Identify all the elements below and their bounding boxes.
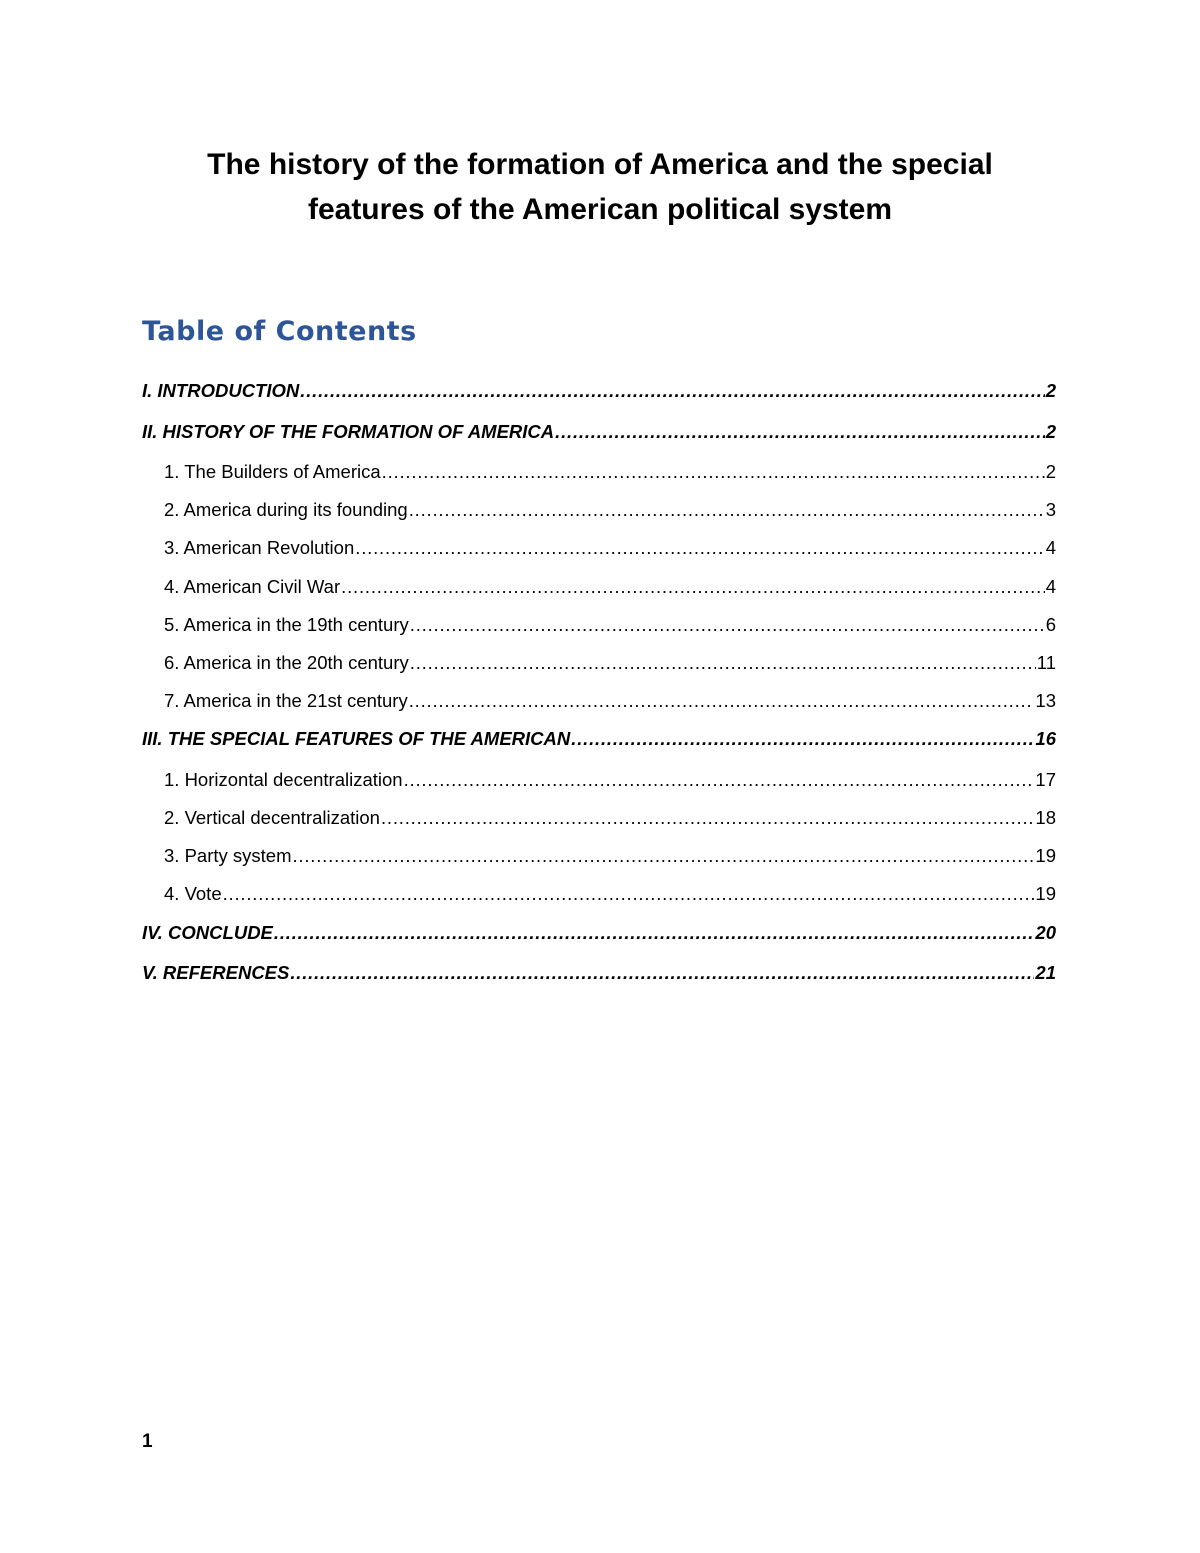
toc-leader-dots bbox=[571, 728, 1034, 750]
toc-entry-label: 4. American Civil War bbox=[164, 575, 341, 597]
toc-entry-page: 2 bbox=[1045, 380, 1056, 401]
page-number: 1 bbox=[142, 1431, 153, 1452]
toc-leader-dots bbox=[382, 461, 1045, 483]
toc-entry-page: 18 bbox=[1035, 807, 1056, 828]
toc-entry-page: 17 bbox=[1035, 768, 1056, 790]
toc-entry-label: 1. Horizontal decentralization bbox=[164, 768, 403, 790]
toc-entry-party-system[interactable] bbox=[142, 845, 1056, 883]
toc-entry-19th-century[interactable] bbox=[142, 614, 1056, 652]
toc-entry-label: 7. America in the 21st century bbox=[164, 690, 408, 712]
toc-entry-label: 6. America in the 20th century bbox=[164, 651, 409, 673]
toc-entry-conclude[interactable] bbox=[142, 922, 1056, 963]
toc-entry-page: 19 bbox=[1035, 883, 1056, 905]
toc-entry-vote[interactable] bbox=[142, 883, 1056, 921]
toc-entry-page: 16 bbox=[1035, 728, 1056, 750]
toc-entry-label: 3. American Revolution bbox=[164, 537, 355, 559]
toc-heading: Table of Contents bbox=[142, 316, 417, 347]
toc-leader-dots bbox=[292, 845, 1034, 867]
toc-entry-builders[interactable] bbox=[142, 461, 1056, 499]
toc-leader-dots bbox=[409, 499, 1045, 521]
toc-entry-page: 4 bbox=[1045, 575, 1056, 597]
toc-entry-revolution[interactable] bbox=[142, 537, 1056, 575]
toc-entry-references[interactable] bbox=[142, 962, 1056, 1003]
toc-entry-page: 6 bbox=[1045, 613, 1056, 635]
toc-entry-page: 2 bbox=[1045, 461, 1056, 482]
toc-leader-dots bbox=[223, 883, 1035, 905]
toc-entry-page: 4 bbox=[1045, 537, 1056, 559]
toc-leader-dots bbox=[300, 380, 1044, 402]
toc-leader-dots bbox=[404, 769, 1035, 791]
toc-entry-label: III. THE SPECIAL FEATURES OF THE AMERICAN bbox=[142, 728, 571, 750]
toc-entry-page: 11 bbox=[1036, 651, 1056, 673]
toc-entry-civil-war[interactable] bbox=[142, 576, 1056, 614]
toc-entry-label: 4. Vote bbox=[164, 883, 222, 905]
toc-entry-label: I. INTRODUCTION bbox=[142, 380, 300, 401]
toc-entry-horizontal-decentralization[interactable] bbox=[142, 769, 1056, 807]
toc-leader-dots bbox=[555, 421, 1045, 443]
toc-entry-label: 5. America in the 19th century bbox=[164, 613, 409, 635]
toc-entry-label: 2. America during its founding bbox=[164, 499, 408, 521]
toc-entry-page: 21 bbox=[1035, 962, 1056, 984]
toc-entry-label: V. REFERENCES bbox=[142, 962, 290, 984]
toc-entry-label: IV. CONCLUDE bbox=[142, 921, 273, 943]
document-title-line-1: The history of the formation of America and the special bbox=[207, 148, 993, 181]
toc-leader-dots bbox=[410, 652, 1036, 674]
toc-entry-vertical-decentralization[interactable] bbox=[142, 807, 1056, 845]
toc-entry-page: 20 bbox=[1035, 921, 1056, 943]
toc-leader-dots bbox=[290, 962, 1034, 984]
toc-entry-label: 2. Vertical decentralization bbox=[164, 807, 380, 828]
toc-entry-20th-century[interactable] bbox=[142, 652, 1056, 690]
toc-entry-page: 19 bbox=[1035, 845, 1056, 867]
toc-entry-page: 3 bbox=[1045, 499, 1056, 521]
document-title bbox=[150, 142, 1050, 232]
toc-leader-dots bbox=[409, 690, 1035, 712]
toc-entry-page: 13 bbox=[1035, 690, 1056, 712]
toc-leader-dots bbox=[355, 537, 1044, 559]
toc-entry-label: II. HISTORY OF THE FORMATION OF AMERICA bbox=[142, 420, 555, 442]
toc-entry-page: 2 bbox=[1045, 420, 1056, 442]
toc-entry-label: 1. The Builders of America bbox=[164, 461, 381, 482]
document-title-line-2: features of the American political system bbox=[307, 193, 893, 226]
toc-leader-dots bbox=[410, 614, 1045, 636]
toc-entry-21st-century[interactable] bbox=[142, 690, 1056, 728]
toc-entry-introduction[interactable] bbox=[142, 380, 1056, 421]
toc-entry-history[interactable] bbox=[142, 421, 1056, 462]
toc-leader-dots bbox=[381, 807, 1034, 829]
toc-entry-founding[interactable] bbox=[142, 499, 1056, 537]
toc-leader-dots bbox=[341, 576, 1045, 598]
toc-leader-dots bbox=[274, 922, 1035, 944]
toc-entry-special-features[interactable] bbox=[142, 728, 1056, 769]
toc-entry-label: 3. Party system bbox=[164, 845, 292, 867]
table-of-contents bbox=[142, 380, 1056, 1003]
